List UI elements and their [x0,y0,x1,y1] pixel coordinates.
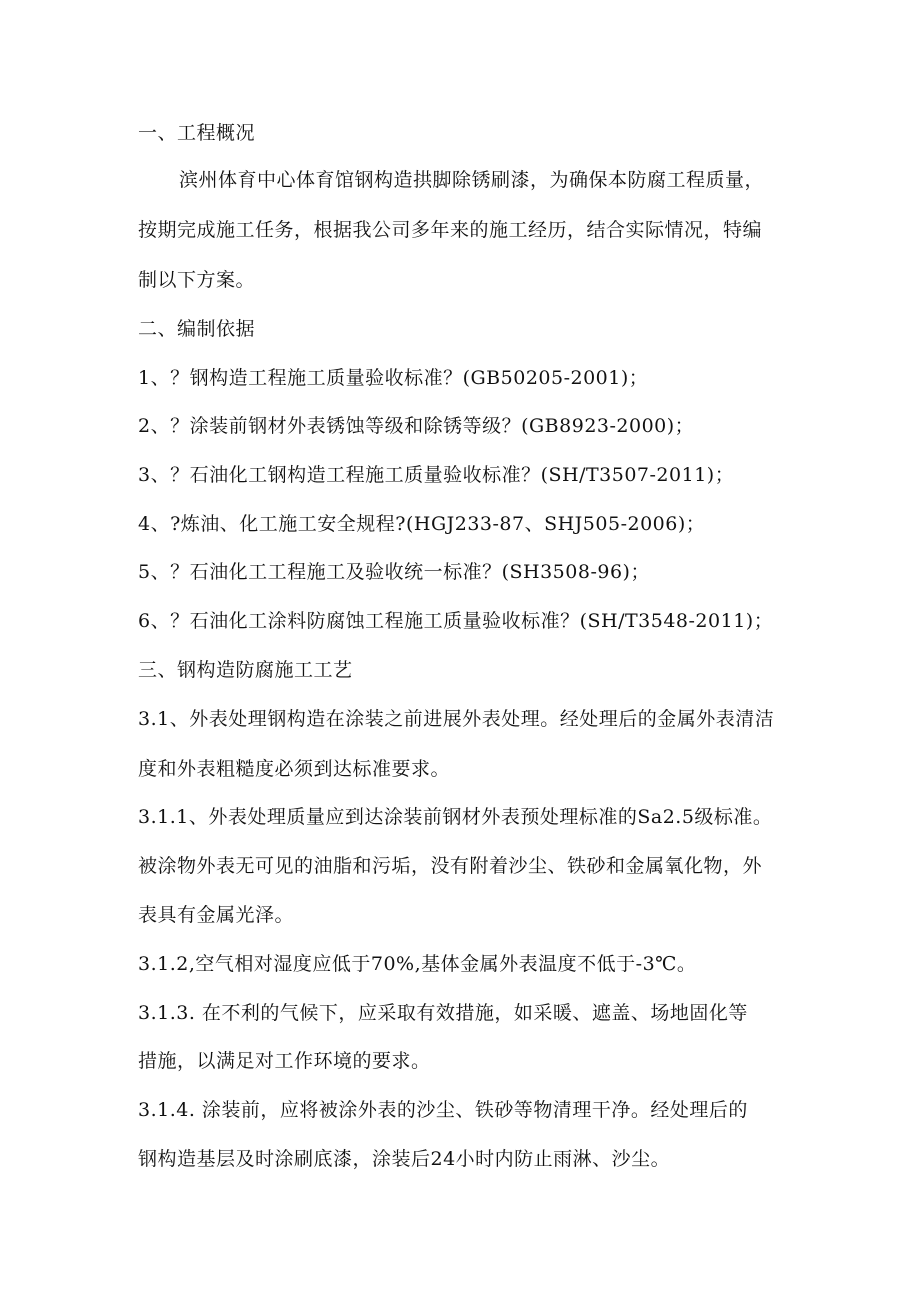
section-heading-basis: 二、编制依据 [138,318,256,340]
basis-item: 2、？涂装前钢材外表锈蚀等级和除锈等级？(GB8923-2000)； [138,415,695,437]
process-line: 3.1.4. 涂装前，应将被涂外表的沙尘、铁砂等物清理干净。经处理后的 [138,1099,748,1121]
overview-line: 制以下方案。 [138,269,256,291]
process-line: 措施，以满足对工作环境的要求。 [138,1050,431,1072]
basis-item: 5、？石油化工工程施工及验收统一标准？(SH3508-96)； [138,561,650,583]
process-line: 3.1.2,空气相对湿度应低于70%,基体金属外表温度不低于-3℃。 [138,953,697,975]
process-line: 3.1.3. 在不利的气候下，应采取有效措施，如采暖、遮盖、场地固化等 [138,1002,748,1024]
basis-item: 6、？石油化工涂料防腐蚀工程施工质量验收标准？(SH/T3548-2011)； [138,610,774,632]
overview-line: 按期完成施工任务，根据我公司多年来的施工经历，结合实际情况，特编 [138,219,763,241]
overview-line: 滨州体育中心体育馆钢构造拱脚除锈刷漆，为确保本防腐工程质量， [179,169,765,191]
basis-item: 4、?炼油、化工施工安全规程?(HGJ233-87、SHJ505-2006)； [138,513,706,535]
process-line: 被涂物外表无可见的油脂和污垢，没有附着沙尘、铁砂和金属氧化物，外 [138,855,763,877]
basis-item: 3、？石油化工钢构造工程施工质量验收标准？(SH/T3507-2011)； [138,464,735,486]
process-line: 表具有金属光泽。 [138,904,295,926]
process-line: 3.1.1、外表处理质量应到达涂装前钢材外表预处理标准的Sa2.5级标准。 [138,806,773,828]
section-heading-process: 三、钢构造防腐施工工艺 [138,659,353,681]
section-heading-overview: 一、工程概况 [138,122,256,144]
process-line: 钢构造基层及时涂刷底漆，涂装后24小时内防止雨淋、沙尘。 [138,1148,671,1170]
process-line: 3.1、外表处理钢构造在涂装之前进展外表处理。经处理后的金属外表清洁 [138,708,775,730]
basis-item: 1、？钢构造工程施工质量验收标准？(GB50205-2001)； [138,367,649,389]
process-line: 度和外表粗糙度必须到达标准要求。 [138,758,451,780]
